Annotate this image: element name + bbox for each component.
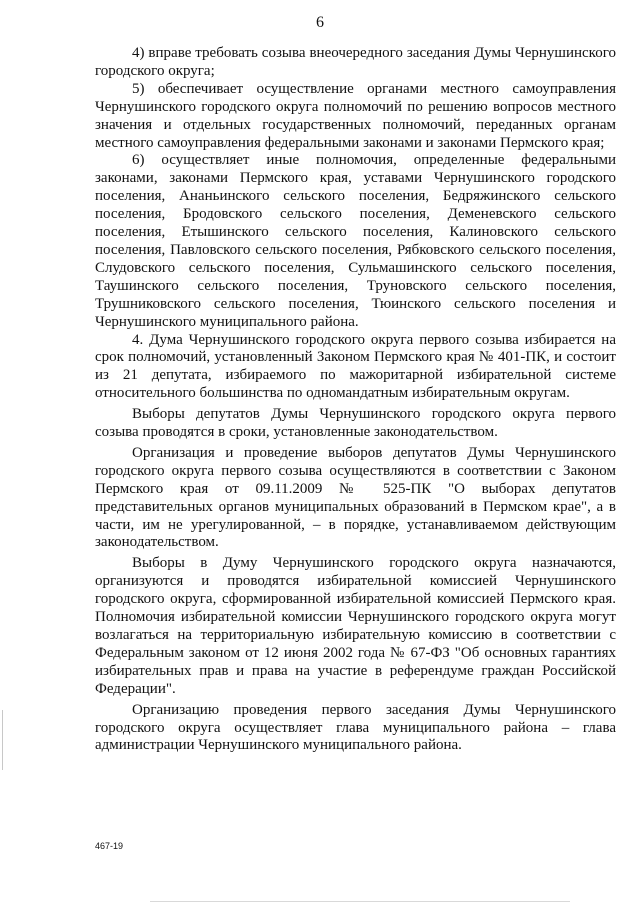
document-body	[95, 45, 616, 755]
page-number: 6	[316, 14, 324, 31]
scan-edge-mark	[2, 710, 3, 770]
paragraph-item-5: 5) обеспечивает осуществление органами местного самоуправления Чернушинского городского округа полномочий по решению вопросов местного значения и отдельных государственных полномочий, переданных органам местного самоуправления федеральными законами и законами Пермского края;	[95, 80, 616, 151]
paragraph-section-4: 4. Дума Чернушинского городского округа первого созыва избирается на срок полномочий, установленный Законом Пермского края № 401-ПК, и состоит из 21 депутата, избираемого по мажоритарной избирательной системе относительного большинства по одномандатным избирательным округам.	[95, 331, 616, 402]
paragraph-elections-organization: Организация и проведение выборов депутатов Думы Чернушинского городского округа первого созыва осуществляются в соответствии с Законом Пермского края от 09.11.2009 № 525-ПК "О выборах депутатов представительных органов муниципальных образований в Пермском крае", а в части, им не урегулированной, – в порядке, устанавливаемом действующим законодательством.	[95, 444, 616, 551]
paragraph-first-session: Организацию проведения первого заседания Думы Чернушинского городского округа осуществляет глава муниципального района – глава администрации Чернушинского муниципального района.	[95, 701, 616, 754]
paragraph-item-4: 4) вправе требовать созыва внеочередного заседания Думы Чернушинского городского округа;	[95, 45, 616, 79]
footer-document-code: 467-19	[95, 841, 124, 851]
paragraph-election-commission: Выборы в Думу Чернушинского городского округа назначаются, организуются и проводятся избирательной комиссией Чернушинского городского округа, сформированной избирательной комиссией Пермского края. Полномочия избирательной комиссии Чернушинского городского округа могут возлагаться на территориальную избирательную комиссию в соответствии с Федеральным законом от 12 июня 2002 года № 67-ФЗ "Об основных гарантиях избирательных прав и права на участие в референдуме граждан Российской Федерации".	[95, 555, 616, 697]
scan-bottom-line	[150, 901, 570, 902]
paragraph-item-6: 6) осуществляет иные полномочия, определенные федеральными законами, законами Пермского края, уставами Чернушинского городского поселения, Ананьинского сельского поселения, Бедряжинского сельского поселения, Бродовского сельского поселения, Деменевского сельского поселения, Етышинского сельского поселения, Калиновского сельского поселения, Павловского сельского поселения, Рябковского сельского поселения, Слудовского сельского поселения, Сульмашинского сельского поселения, Таушинского сельского поселения, Труновского сельского поселения, Трушниковского сельского поселения, Тюинского сельского поселения и Чернушинского муниципального района.	[95, 152, 616, 330]
paragraph-elections-timing: Выборы депутатов Думы Чернушинского городского округа первого созыва проводятся в сроки, установленные законодательством.	[95, 406, 616, 441]
